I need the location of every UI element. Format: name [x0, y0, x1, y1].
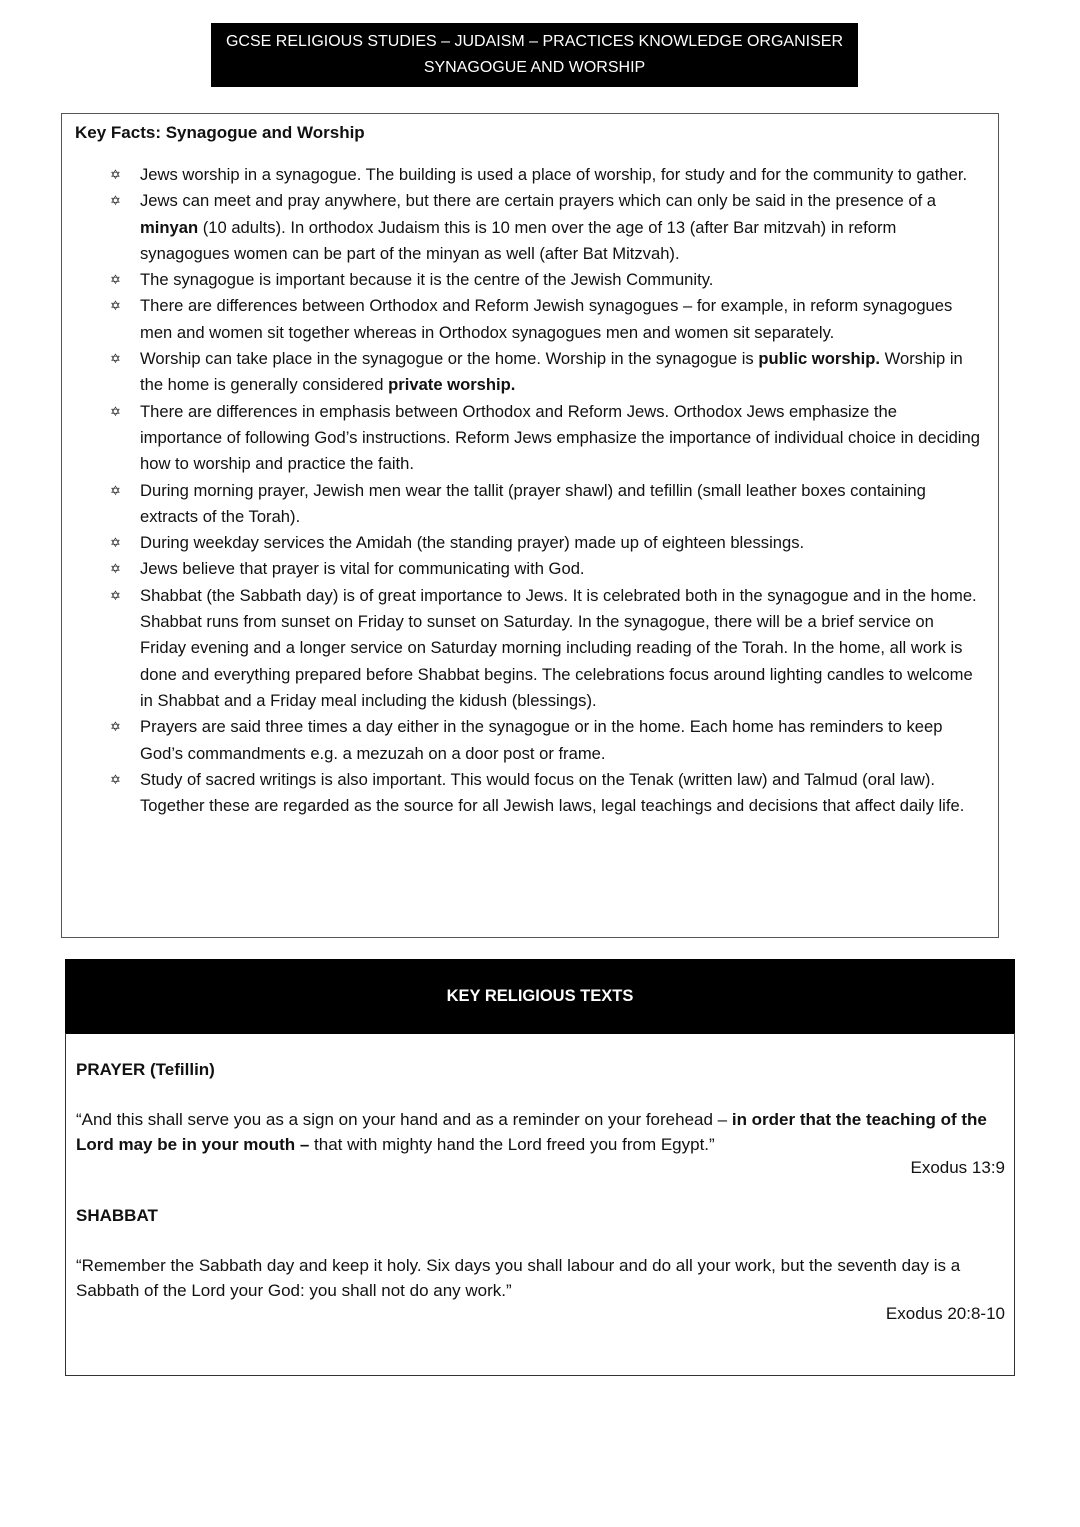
key-facts-list — [62, 162, 1000, 819]
text-run: There are differences in emphasis between Orthodox and Reform Jews. Orthodox Jews emphasize the importance of following God’s instructions. Reform Jews emphasize the importance of individual choice in deciding how to worship and practice the faith. — [140, 401, 980, 474]
bold-text-run: in order that the teaching of the Lord may be in your mouth – — [76, 1110, 987, 1154]
text-run: During morning prayer, Jewish men wear the tallit (prayer shawl) and tefillin (small leather boxes containing extracts of the Torah). — [140, 480, 926, 526]
key-fact-item — [62, 188, 1000, 267]
text-run: During weekday services the Amidah (the standing prayer) made up of eighteen blessings. — [140, 533, 805, 553]
key-fact-item — [62, 478, 1000, 531]
key-fact-item — [62, 714, 1000, 767]
text-run: (10 adults). In orthodox Judaism this is 10 men over the age of 13 (after Bar mitzvah) in reform synagogues women can be part of the minyan as well (after Bat Mitzvah). — [140, 217, 897, 263]
key-fact-item — [62, 293, 1000, 346]
text-run: that with mighty hand the Lord freed you from Egypt.” — [309, 1134, 715, 1154]
text-section-title: PRAYER (Tefillin) — [76, 1060, 215, 1079]
star-of-david-icon: ✡ — [110, 771, 121, 787]
text-run: Jews can meet and pray anywhere, but there are certain prayers which can only be said in the presence of a — [140, 191, 937, 211]
text-run: Jews believe that prayer is vital for communicating with God. — [140, 559, 585, 579]
key-fact-item — [62, 583, 1000, 714]
key-facts-heading: Key Facts: Synagogue and Worship — [75, 123, 365, 142]
star-of-david-icon: ✡ — [110, 351, 121, 367]
key-facts-box — [61, 113, 999, 938]
key-fact-item — [62, 162, 1000, 188]
text-section-title: SHABBAT — [76, 1206, 158, 1225]
star-of-david-icon: ✡ — [110, 719, 121, 735]
text-run: The synagogue is important because it is the centre of the Jewish Community. — [140, 270, 714, 290]
star-of-david-icon: ✡ — [110, 193, 121, 209]
text-section-quote — [76, 1108, 1006, 1157]
page-subtitle: SYNAGOGUE AND WORSHIP — [423, 59, 646, 76]
text-run: Study of sacred writings is also important. This would focus on the Tenak (written law) and Talmud (oral law). Together these are regarded as the source for all Jewish laws, legal teachings and decisions that affect daily life. — [140, 769, 965, 816]
text-run: There are differences between Orthodox and Reform Jewish synagogues – for example, in reform synagogues men and women sit together whereas in Orthodox synagogues men and women sit separately. — [140, 296, 953, 342]
text-run: Jews worship in a synagogue. The building is used a place of worship, for study and for the community to gather. — [140, 165, 968, 184]
page-title: GCSE RELIGIOUS STUDIES – JUDAISM – PRACTICES KNOWLEDGE ORGANISER — [225, 33, 843, 50]
text-section-reference: Exodus 20:8-10 — [885, 1304, 1005, 1323]
bold-text-run: minyan — [140, 217, 199, 237]
star-of-david-icon: ✡ — [110, 403, 121, 419]
key-fact-item — [62, 267, 1000, 293]
star-of-david-icon: ✡ — [110, 587, 121, 603]
text-run: Worship in the home is generally considered — [140, 349, 963, 395]
star-of-david-icon: ✡ — [110, 535, 121, 551]
star-of-david-icon: ✡ — [110, 561, 121, 577]
key-texts-box — [65, 1033, 1015, 1376]
star-of-david-icon: ✡ — [110, 298, 121, 314]
bold-text-run: private worship. — [388, 375, 516, 395]
key-fact-item — [62, 346, 1000, 399]
key-fact-item — [62, 530, 1000, 556]
star-of-david-icon: ✡ — [110, 272, 121, 288]
text-run: Prayers are said three times a day either in the synagogue or in the home. Each home has reminders to keep God’s commandments e.g. a mezuzah on a door post or frame. — [140, 717, 943, 763]
text-run: “And this shall serve you as a sign on your hand and as a reminder on your forehead – — [76, 1110, 732, 1129]
key-texts-header — [65, 959, 1015, 1034]
text-run: “Remember the Sabbath day and keep it holy. Six days you shall labour and do all your work, but the seventh day is a Sabbath of the Lord your God: you shall not do any work.” — [76, 1256, 961, 1300]
star-of-david-icon: ✡ — [110, 482, 121, 498]
star-of-david-icon: ✡ — [110, 167, 121, 182]
key-fact-item — [62, 399, 1000, 478]
page-title-banner — [211, 23, 858, 87]
key-texts-heading: KEY RELIGIOUS TEXTS — [446, 987, 634, 1005]
text-section-quote — [76, 1254, 1006, 1303]
text-run: Worship can take place in the synagogue or the home. Worship in the synagogue is — [140, 349, 759, 369]
text-run: Shabbat (the Sabbath day) is of great importance to Jews. It is celebrated both in the synagogue and in the home. Shabbat runs from sunset on Friday to sunset on Saturday. In the synagogue, there will be a brief service on Friday evening and a longer service on Saturday morning including reading of the Torah. In the home, all work is done and everything prepared before Shabbat begins. The celebrations focus around lighting candles to welcome in Shabbat and a Friday meal including the kidush (blessings). — [140, 585, 977, 710]
key-fact-item — [62, 556, 1000, 582]
bold-text-run: public worship. — [758, 349, 881, 369]
text-section-reference: Exodus 13:9 — [910, 1158, 1005, 1177]
key-fact-item — [62, 767, 1000, 820]
